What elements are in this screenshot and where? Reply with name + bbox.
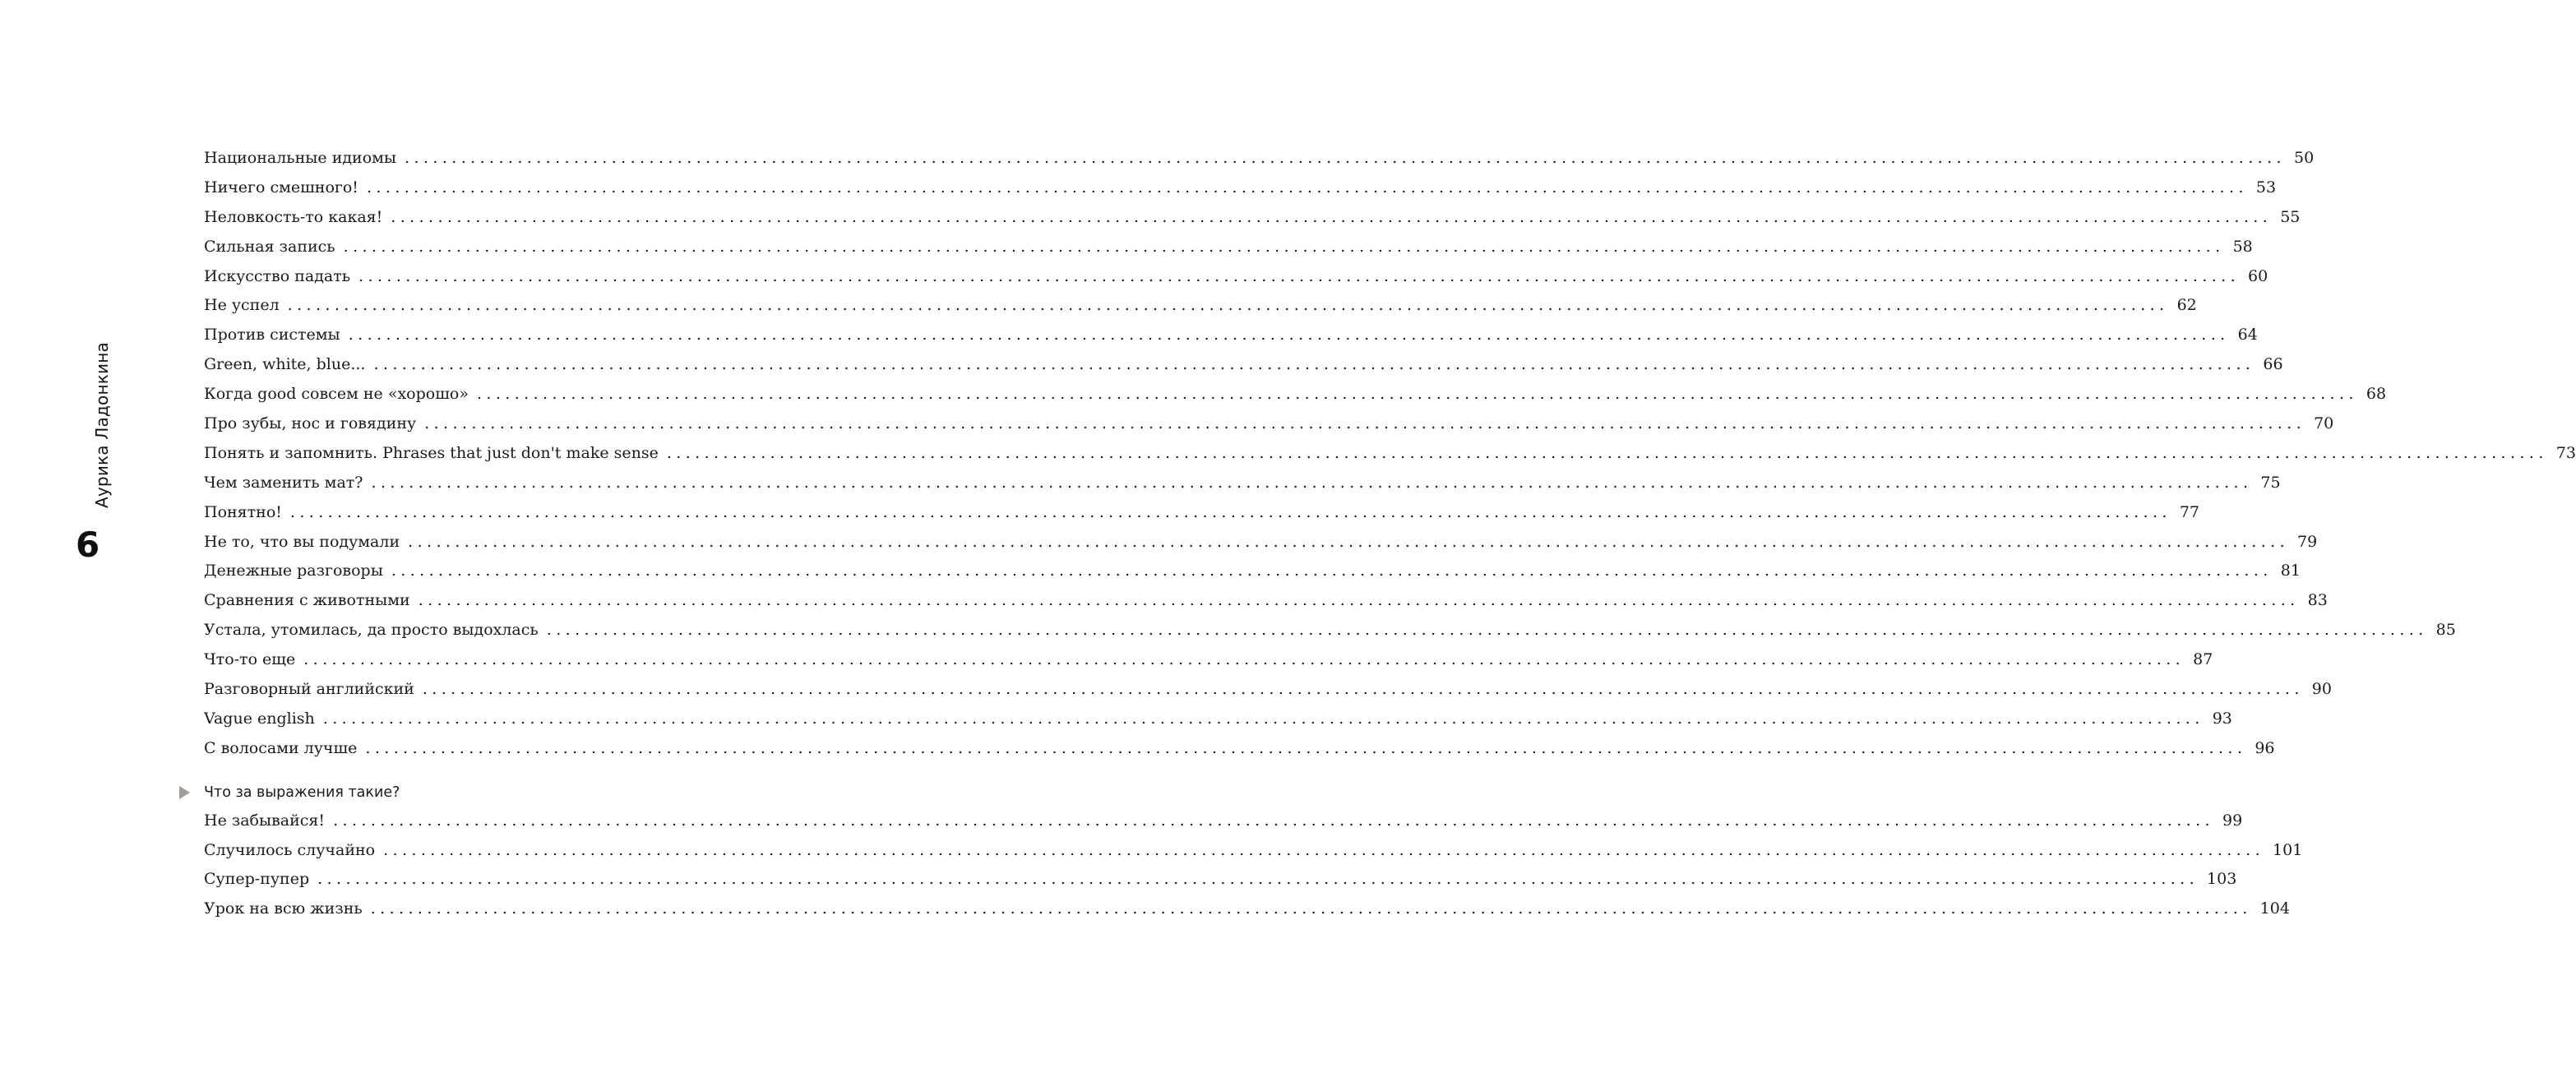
dot-leader: ........................................................................................................................................................................................................ [424,414,2306,433]
toc-entry-page: 70 [2314,414,2334,433]
toc-entry-page: 99 [2222,811,2243,830]
toc-entry [204,262,2268,292]
toc-entry-title: Понятно! [204,502,282,521]
toc-entry [204,836,2303,866]
dot-leader: ........................................................................................................................................................................................................ [666,443,2548,462]
toc-entry-page: 60 [2248,266,2268,285]
dot-leader: ........................................................................................................................................................................................................ [546,621,2428,640]
toc-entry-title: Супер-пупер [204,870,310,889]
toc-entry-page: 55 [2280,207,2301,226]
toc-entry [204,616,2456,645]
dot-leader: ........................................................................................................................................................................................................ [391,562,2273,580]
dot-leader: ........................................................................................................................................................................................................ [408,532,2290,551]
toc-entry-title: Не успел [204,296,280,315]
toc-entry [204,409,2334,439]
toc-entry [204,439,2576,469]
toc-entry-title: Что-то еще [204,650,296,669]
toc-entry-title: Ничего смешного! [204,178,358,196]
toc-entry-page: 73 [2555,443,2576,462]
toc-entry-page: 50 [2293,149,2315,167]
toc-entry-title: Чем заменить мат? [204,473,363,492]
toc-entry [204,586,2328,616]
toc-entry [204,321,2258,350]
dot-leader: ........................................................................................................................................................................................................ [343,237,2225,256]
toc-entry-page: 68 [2366,385,2387,404]
toc-entry-page: 93 [2212,709,2232,728]
dot-leader: ........................................................................................................................................................................................................ [303,650,2185,669]
dot-leader: ........................................................................................................................................................................................................ [365,738,2247,757]
toc-entry [204,380,2387,409]
section-heading-text: Что за выражения такие? [204,784,400,801]
dot-leader: ........................................................................................................................................................................................................ [317,870,2199,889]
dot-leader: ........................................................................................................................................................................................................ [287,296,2169,315]
toc-entry-title: Денежные разговоры [204,562,383,580]
toc-entry [204,705,2232,734]
toc-entry [204,895,2290,924]
toc-group [204,144,2576,764]
toc-entry [204,645,2213,675]
dot-leader: ........................................................................................................................................................................................................ [371,473,2253,492]
toc-entry [204,557,2301,586]
dot-leader: ........................................................................................................................................................................................................ [476,385,2358,404]
toc-entry [204,350,2283,380]
toc-entry-page: 104 [2259,899,2290,918]
toc-entry-title: Против системы [204,326,340,344]
toc-entry [204,498,2200,528]
dot-leader: ........................................................................................................................................................................................................ [348,326,2230,344]
toc-entry-page: 79 [2297,532,2318,551]
toc-entry-title: Vague english [204,709,315,728]
dot-leader: ........................................................................................................................................................................................................ [358,266,2241,285]
toc-entry [204,528,2318,557]
toc-entry-title: Когда good совсем не «хорошо» [204,385,469,404]
toc-entry-title: Национальные идиомы [204,149,397,167]
toc-entry-title: Сильная запись [204,237,335,256]
toc-entry-page: 64 [2237,326,2258,344]
toc-entry-page: 87 [2193,650,2213,669]
toc-entry-page: 101 [2273,840,2303,859]
section-gap [204,764,715,779]
toc-entry [204,144,2315,173]
section-heading [204,779,715,807]
dot-leader: ........................................................................................................................................................................................................ [289,502,2171,521]
toc-entry [204,734,2275,764]
toc-entry-page: 75 [2260,473,2281,492]
toc-entry-page: 53 [2255,178,2277,196]
toc-entry-page: 83 [2307,591,2328,610]
dot-leader: ........................................................................................................................................................................................................ [383,840,2265,859]
dot-leader: ........................................................................................................................................................................................................ [422,680,2304,699]
toc-entry-title: Понять и запомнить. Phrases that just don't make sense [204,443,659,462]
toc-entry-title: Сравнения с животными [204,591,410,610]
toc-entry-title: С волосами лучше [204,738,358,757]
dot-leader: ........................................................................................................................................................................................................ [333,811,2214,830]
toc-entry [204,807,2243,836]
toc-entry [204,865,2237,895]
dot-leader: ........................................................................................................................................................................................................ [322,709,2204,728]
page-number: 6 [76,525,100,565]
toc-entry-title: Не забывайся! [204,811,326,830]
toc-entry [204,291,2197,321]
toc-entry-title: Неловкость-то какая! [204,207,383,226]
dot-leader: ........................................................................................................................................................................................................ [405,149,2286,167]
toc-group [204,807,2303,925]
toc-entry-page: 96 [2255,738,2275,757]
toc-entry-page: 66 [2263,355,2283,374]
toc-entry-title: Не то, что вы подумали [204,532,400,551]
dot-leader: ........................................................................................................................................................................................................ [373,355,2255,374]
toc-entry [204,675,2332,705]
table-of-contents [204,144,2576,924]
toc-entry-title: Про зубы, нос и говядину [204,414,417,433]
toc-entry-page: 62 [2176,296,2197,315]
toc-entry-title: Искусство падать [204,266,351,285]
dot-leader: ........................................................................................................................................................................................................ [418,591,2300,610]
dot-leader: ........................................................................................................................................................................................................ [391,207,2273,226]
toc-entry [204,203,2301,233]
toc-entry-page: 85 [2435,621,2456,640]
toc-entry-title: Green, white, blue... [204,355,366,374]
toc-entry-title: Случилось случайно [204,840,376,859]
toc-entry-page: 58 [2232,237,2253,256]
toc-entry [204,469,2281,498]
toc-entry-page: 81 [2280,562,2301,580]
author-name: Аурика Ладонкина [92,342,112,508]
toc-entry-title: Урок на всю жизнь [204,899,363,918]
toc-entry [204,233,2253,262]
toc-entry [204,173,2277,203]
dot-leader: ........................................................................................................................................................................................................ [366,178,2248,196]
toc-entry-title: Разговорный английский [204,680,414,699]
toc-entry-page: 103 [2207,870,2237,889]
toc-entry-page: 90 [2311,680,2332,699]
toc-entry-title: Устала, утомилась, да просто выдохлась [204,621,539,640]
dot-leader: ........................................................................................................................................................................................................ [370,899,2252,918]
triangle-bullet-icon [179,786,190,799]
toc-entry-page: 77 [2179,502,2200,521]
